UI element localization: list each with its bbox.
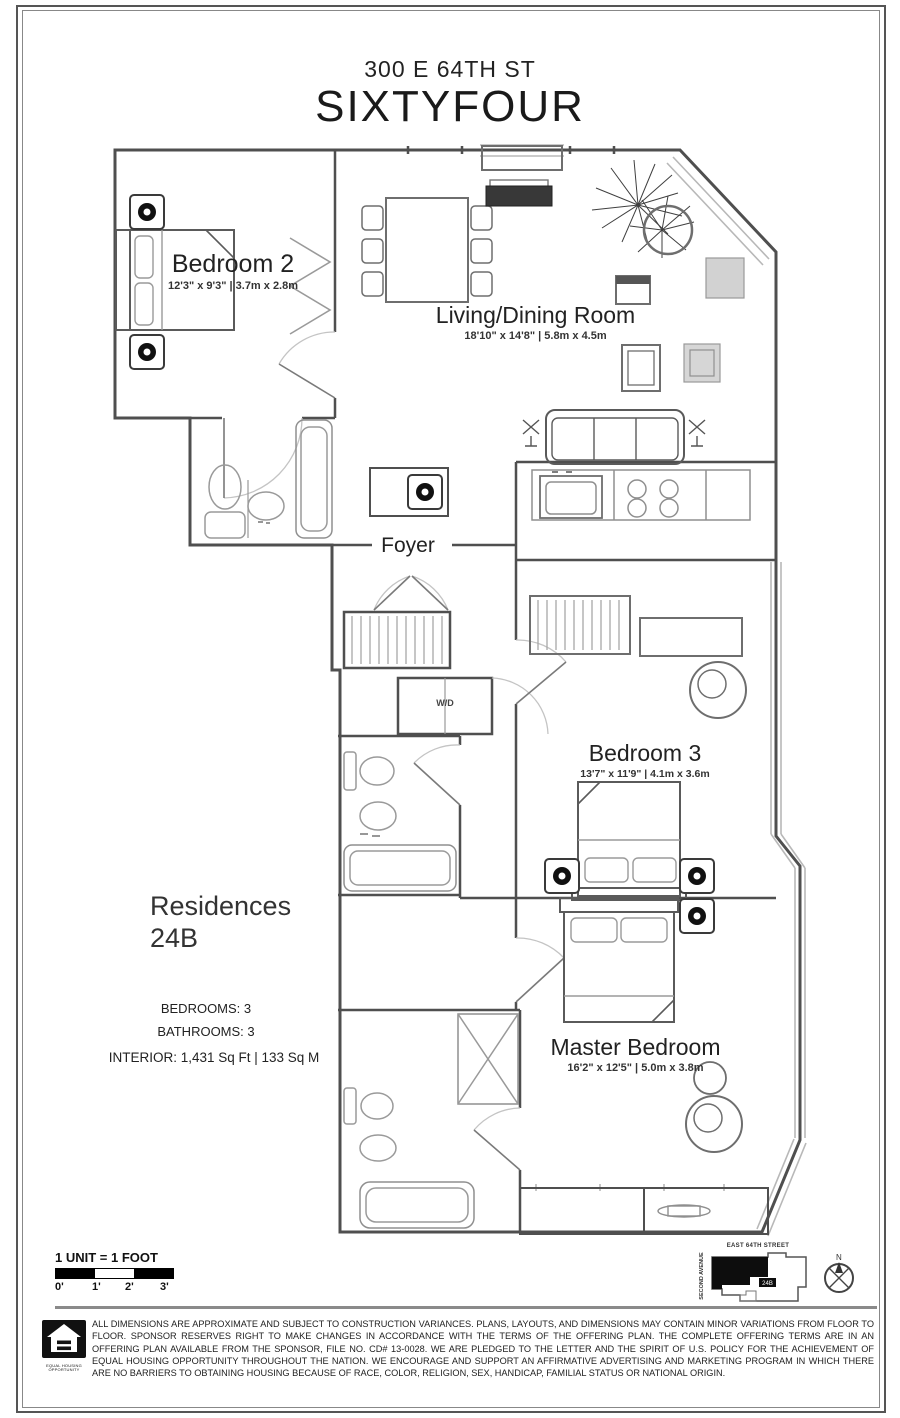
sofa (546, 410, 684, 464)
residence-title (150, 890, 291, 955)
legal-disclaimer: ALL DIMENSIONS ARE APPROXIMATE AND SUBJECT TO CONSTRUCTION VARIANCES. PLANS, LAYOUTS, AND DIMENSIONS MAY CONTAIN MINOR VARIATIONS FROM FLOOR TO FLOOR. SPONSOR RESERVES RIGHT TO MAKE CHANGES IN ACCORDANCE WITH THE TERMS OF THE OFFERING PLAN. THE COMPLETE OFFERING TERMS ARE IN AN OFFERING PLAN AVAILABLE FROM THE SPONSOR, FILE NO. CD# 13-0028. WE ARE PLEDGED TO THE LETTER AND THE SPIRIT OF U.S. POLICY FOR THE ACHIEVEMENT OF EQUAL HOUSING OPPORTUNITY THROUGHOUT THE NATION. WE ENCOURAGE AND SUPPORT AN AFFIRMATIVE ADVERTISING AND MARKETING PROGRAM IN WHICH THERE ARE NO BARRIERS TO OBTAINING HOUSING BECAUSE OF RACE, COLOR, RELIGION, SEX, HANDICAP, FAMILIAL STATUS OR NATIONAL ORIGIN. (92, 1319, 874, 1379)
scale-label: 1 UNIT = 1 FOOT (55, 1250, 158, 1265)
scale-legend (55, 1250, 185, 1295)
scale-tick: 1' (92, 1281, 101, 1293)
building-address: 300 E 64TH ST (364, 56, 536, 82)
room-name: Master Bedroom (550, 1034, 721, 1060)
residence-label: Residences (150, 891, 292, 921)
laundry-label: W/D (436, 698, 454, 708)
room-dims: 12'3" x 9'3" | 3.7m x 2.8m (167, 280, 299, 292)
bathrooms-count: BATHROOMS: 3 (157, 1024, 255, 1040)
building-name: SIXTYFOUR (315, 82, 585, 131)
master-label (518, 1034, 753, 1074)
doors (224, 332, 566, 1170)
bedrooms-count: BEDROOMS: 3 (160, 1001, 252, 1016)
room-dims: 18'10" x 14'8" | 5.8m x 4.5m (464, 330, 607, 342)
room-dims: 13'7" x 11'9" | 4.1m x 3.6m (580, 768, 710, 780)
compass-north-label: N (836, 1253, 842, 1262)
foyer-label: Foyer (381, 534, 435, 557)
map-street-label: EAST 64TH STREET (726, 1243, 790, 1249)
map-avenue-label: SECOND AVENUE (699, 1252, 705, 1300)
residence-counts (116, 997, 296, 1044)
equal-housing-text: EQUAL HOUSING OPPORTUNITY (46, 1363, 82, 1373)
round-chair-master (686, 1096, 742, 1152)
bottom-dresser (520, 1188, 768, 1234)
footer-divider (55, 1306, 877, 1309)
bathroom-2-fixtures (344, 752, 456, 891)
unit-badge-text: 24B (762, 1281, 773, 1287)
speaker-icon (680, 859, 714, 893)
bed-bedroom3 (572, 782, 686, 900)
sideboard (482, 146, 562, 206)
speaker-icon (130, 335, 164, 369)
master-bath-fixtures (344, 1014, 518, 1228)
dining-table (362, 198, 492, 302)
room-dims: 16'2" x 12'5" | 5.0m x 3.8m (567, 1062, 704, 1074)
key-map (698, 1243, 860, 1309)
kitchen (532, 470, 750, 520)
residence-unit: 24B (150, 923, 199, 954)
living-furniture (616, 206, 744, 391)
speaker-icon (408, 475, 442, 509)
round-chair-bedroom3 (690, 662, 746, 718)
scale-tick: 3' (160, 1281, 169, 1293)
speaker-icon (680, 899, 714, 933)
speaker-icon (545, 859, 579, 893)
room-name: Living/Dining Room (435, 302, 636, 328)
living-label (408, 302, 663, 342)
building-footprint (710, 1251, 810, 1307)
equal-housing-logo (42, 1320, 86, 1373)
bedroom2-label (118, 250, 348, 292)
bedroom3-label (540, 740, 750, 780)
scale-ticks (55, 1281, 185, 1295)
bed-master (560, 898, 678, 1022)
scale-tick: 2' (125, 1281, 134, 1293)
compass-icon (816, 1251, 862, 1301)
room-name: Bedroom 2 (171, 250, 295, 278)
speaker-icon (130, 195, 164, 229)
room-name: Bedroom 3 (588, 740, 702, 766)
equal-housing-icon (42, 1320, 86, 1358)
interior-area: INTERIOR: 1,431 Sq Ft | 133 Sq M (108, 1050, 320, 1065)
scale-bar (55, 1268, 174, 1279)
scale-tick: 0' (55, 1281, 64, 1293)
